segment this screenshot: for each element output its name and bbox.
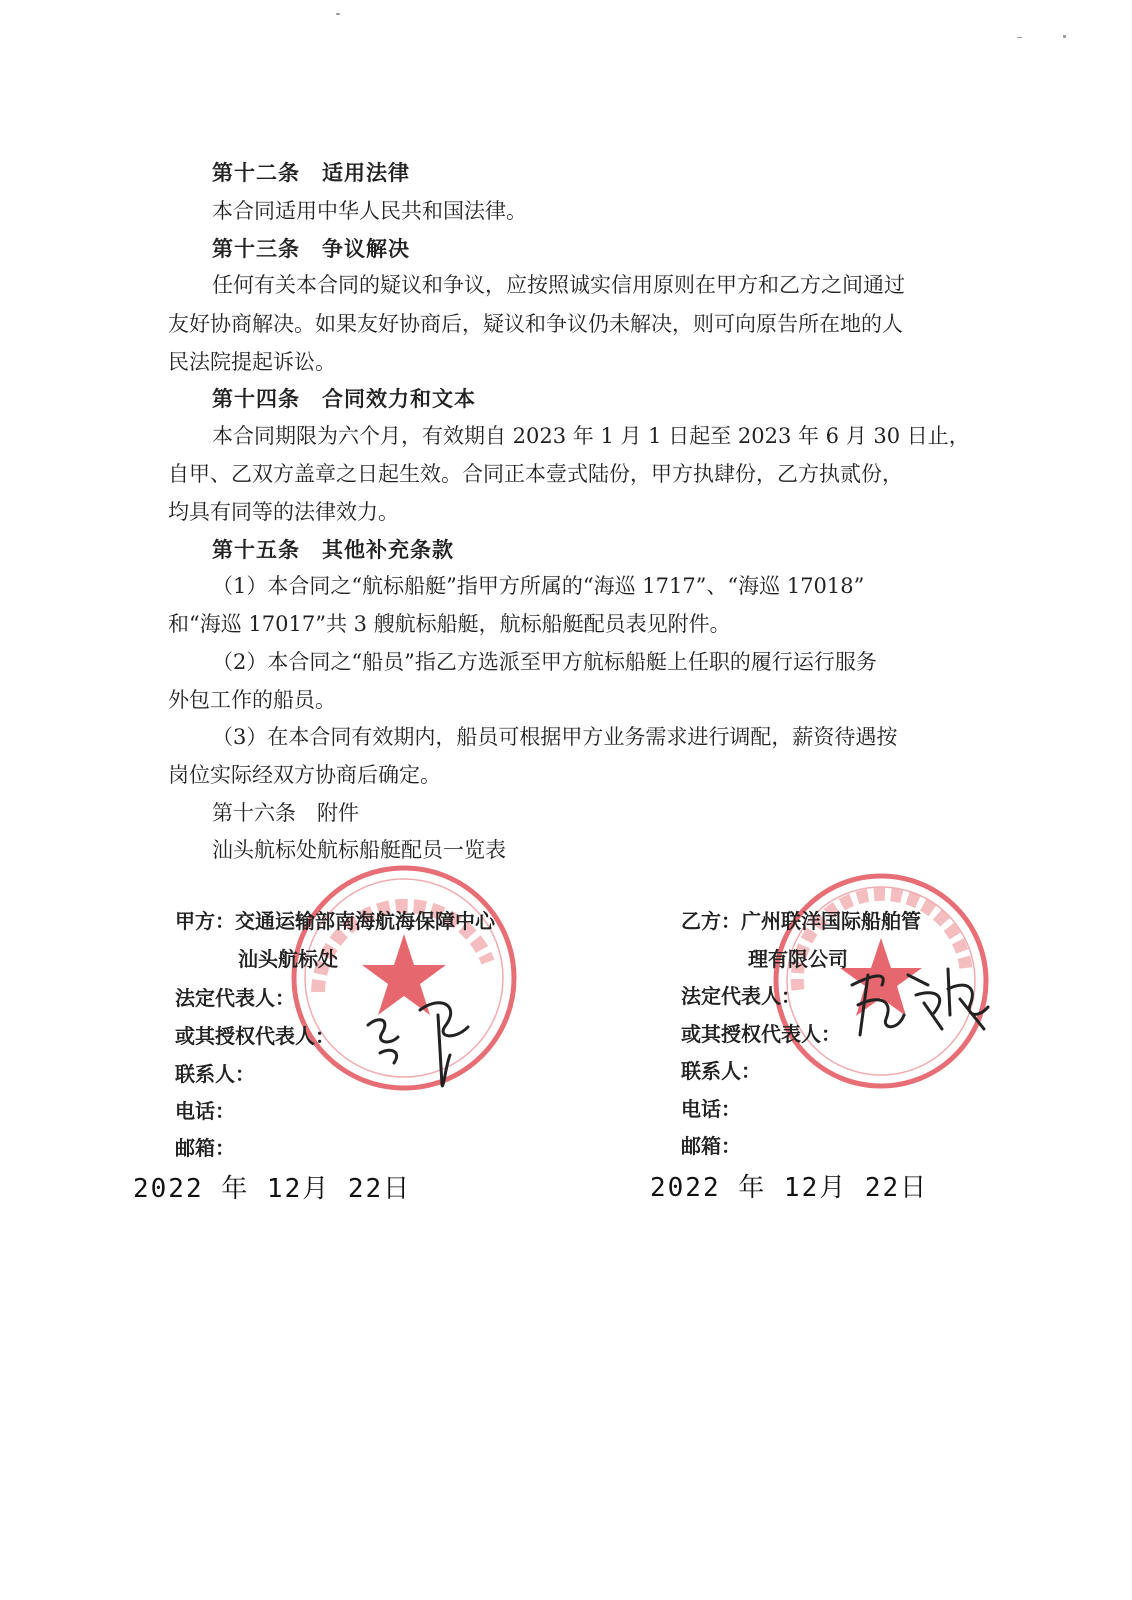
- article-15-item-3-line-2: 岗位实际经双方协商后确定。: [168, 763, 441, 787]
- party-a-email-label: 邮箱：: [175, 1136, 235, 1160]
- party-a-legal-rep-label: 法定代表人：: [175, 986, 295, 1010]
- party-b-email-label: 邮箱：: [681, 1134, 741, 1158]
- party-b-name-line-2: 理有限公司: [748, 947, 848, 971]
- article-14-title: 第十四条 合同效力和文本: [212, 387, 476, 411]
- article-13-title: 第十三条 争议解决: [212, 237, 410, 261]
- party-b-contact-label: 联系人：: [681, 1059, 761, 1083]
- article-14-line-1: 本合同期限为六个月，有效期自 2023 年 1 月 1 日起至 2023 年 6 月 30 日止，: [212, 424, 970, 448]
- article-16-attachment: 汕头航标处航标船艇配员一览表: [212, 838, 506, 862]
- scan-speck: [1017, 37, 1022, 38]
- scan-speck: [336, 13, 340, 15]
- article-15-item-2-line-1: （2）本合同之“船员”指乙方选派至甲方航标船艇上任职的履行运行服务: [212, 650, 877, 674]
- article-12-text: 本合同适用中华人民共和国法律。: [212, 199, 527, 223]
- article-15-item-3-line-1: （3）在本合同有效期内，船员可根据甲方业务需求进行调配，薪资待遇按: [212, 725, 898, 749]
- party-b-name-line-1: 乙方：广州联洋国际船舶管: [681, 909, 921, 933]
- article-14-line-2: 自甲、乙双方盖章之日起生效。合同正本壹式陆份，甲方执肆份，乙方执贰份，: [168, 462, 903, 486]
- party-b-auth-rep-label: 或其授权代表人：: [681, 1022, 841, 1046]
- party-a-phone-label: 电话：: [175, 1099, 235, 1123]
- party-a-contact-label: 联系人：: [175, 1062, 255, 1086]
- party-a-auth-rep-label: 或其授权代表人：: [175, 1024, 335, 1048]
- party-b-legal-rep-label: 法定代表人：: [681, 984, 801, 1008]
- party-a-name-line-2: 汕头航标处: [238, 947, 338, 971]
- party-a-name-line-1: 甲方：交通运输部南海航海保障中心: [175, 909, 495, 933]
- article-14-line-3: 均具有同等的法律效力。: [168, 500, 399, 524]
- article-15-item-1-line-2: 和“海巡 17017”共 3 艘航标船艇，航标船艇配员表见附件。: [168, 612, 731, 636]
- article-12-title: 第十二条 适用法律: [212, 161, 410, 185]
- article-13-line-1: 任何有关本合同的疑议和争议，应按照诚实信用原则在甲方和乙方之间通过: [212, 273, 905, 297]
- article-16-title: 第十六条 附件: [212, 801, 359, 825]
- party-a-handwritten-signature: [350, 975, 490, 1095]
- article-15-title: 第十五条 其他补充条款: [212, 538, 454, 562]
- article-13-line-3: 民法院提起诉讼。: [168, 350, 336, 374]
- article-15-item-2-line-2: 外包工作的船员。: [168, 688, 336, 712]
- party-b-handwritten-signature: [838, 945, 998, 1045]
- article-13-line-2: 友好协商解决。如果友好协商后，疑议和争议仍未解决，则可向原告所在地的人: [168, 312, 903, 336]
- party-b-signed-date: 2022 年 12月 22日: [650, 1173, 929, 1203]
- article-15-item-1-line-1: （1）本合同之“航标船艇”指甲方所属的“海巡 1717”、“海巡 17018”: [212, 574, 865, 598]
- party-b-phone-label: 电话：: [681, 1097, 741, 1121]
- scan-speck: [1063, 35, 1066, 38]
- party-a-signed-date: 2022 年 12月 22日: [133, 1174, 412, 1204]
